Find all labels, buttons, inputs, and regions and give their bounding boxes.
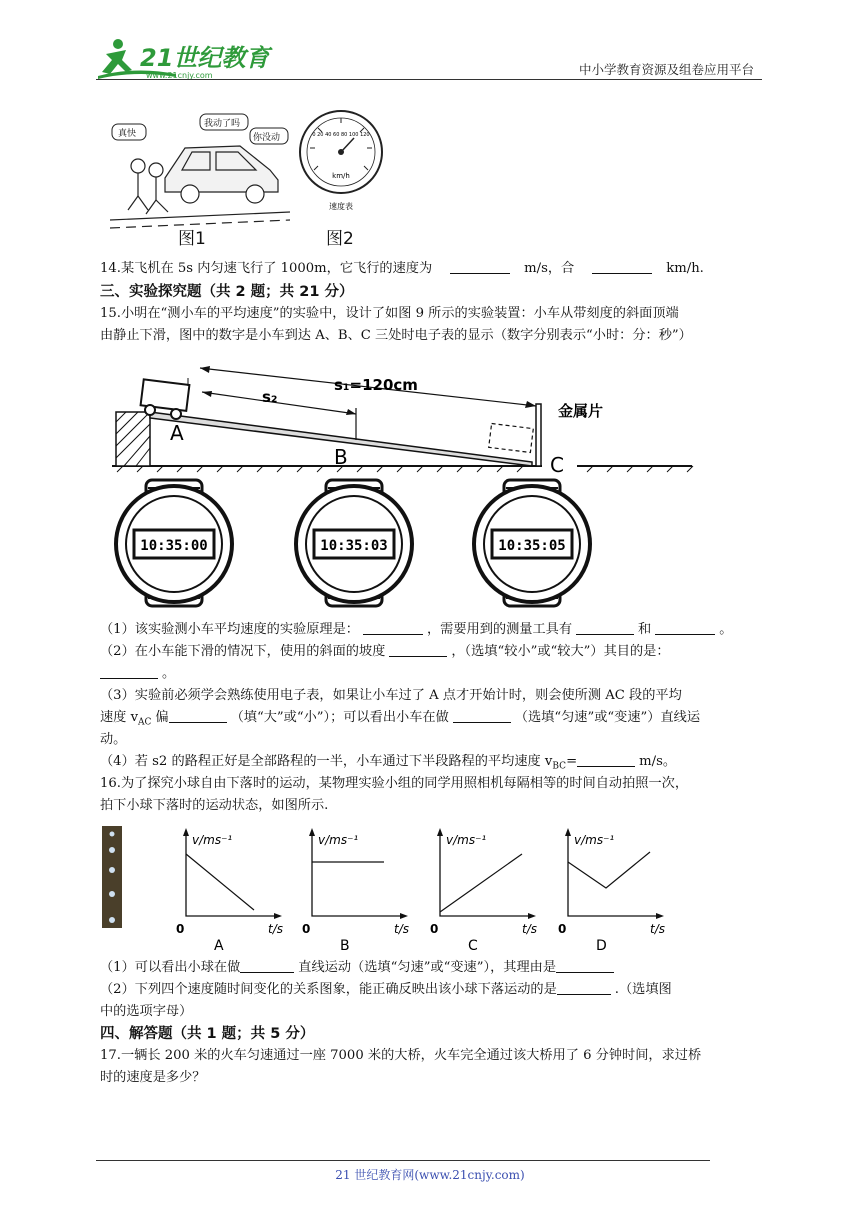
q15-part-2-cont: 。 — [100, 664, 175, 684]
vt-graph-d-xlabel: t/s — [650, 922, 665, 936]
header-divider — [96, 79, 762, 80]
speedometer-label: 速度表 — [329, 202, 353, 211]
q15-part-3-end: 动。 — [100, 732, 127, 747]
bubble-fast: 真快 — [118, 129, 137, 139]
label-s2: s₂ — [262, 388, 278, 406]
q16-part-2-cont: 中的选项字母） — [100, 1004, 193, 1019]
stopwatch-a-time: 10:35:00 — [140, 538, 208, 554]
section-4-heading: 四、解答题（共 1 题；共 5 分） — [100, 1026, 315, 1042]
label-point-b: B — [334, 445, 348, 469]
vt-graph-b-x-arrow — [400, 913, 408, 919]
vt-graph-d-label: D — [596, 938, 607, 954]
vt-graph-b-y-arrow — [309, 828, 315, 836]
footer-divider — [96, 1160, 710, 1161]
q16-line-2: 拍下小球下落时的运动状态，如图所示. — [100, 798, 329, 813]
logo-text: 21世纪教育 — [140, 44, 270, 72]
stopwatch-b-time: 10:35:03 — [320, 538, 388, 554]
vt-graph-a-x-arrow — [274, 913, 282, 919]
q14-blank-2[interactable] — [592, 259, 652, 274]
q16-part-2: （2）下列四个速度随时间变化的关系图象，能正确反映出该小球下落运动的是 .（选填图 — [100, 982, 672, 997]
q15-blank-slope[interactable] — [389, 642, 447, 657]
vt-graph-c-ylabel: v/ms⁻¹ — [446, 833, 487, 847]
q16-line-1: 16.为了探究小球自由下落时的运动，某物理实验小组的同学用照相机每隔相等的时间自动拍照一次， — [100, 776, 689, 791]
q15-part-3: （3）实验前必须学会熟练使用电子表，如果让小车过了 A 点才开始计时，则会使所测 AC 段的平均 — [100, 688, 682, 703]
label-s1: s₁=120cm — [334, 376, 418, 394]
vt-graph-b — [302, 828, 409, 954]
vt-graph-d-y-arrow — [565, 828, 571, 836]
stopwatch-c — [474, 480, 590, 606]
q15-part-4: （4）若 s2 的路程正好是全部路程的一半，小车通过下半段路程的平均速度 $v_{BC}= m/s$。 — [100, 754, 677, 772]
q14-blank-1[interactable] — [450, 259, 510, 274]
site-logo — [96, 36, 270, 80]
q16-blank-graph[interactable] — [557, 980, 611, 995]
incline-experiment-figure — [112, 348, 722, 610]
vt-graph-a-label: A — [214, 938, 224, 954]
vt-graph-b-label: B — [340, 938, 350, 954]
header-platform-name: 中小学教育资源及组卷应用平台 — [578, 62, 754, 77]
q16-blank-reason[interactable] — [556, 958, 614, 973]
figure-2-caption: 图2 — [326, 229, 354, 249]
vt-graph-b-xlabel: t/s — [394, 922, 409, 936]
footer-site: 21 世纪教育网(www.21cnjy.com) — [335, 1168, 525, 1182]
figure-2-speedometer — [296, 108, 386, 218]
vt-graph-b-ylabel: v/ms⁻¹ — [318, 833, 359, 847]
vt-graph-a-y-arrow — [183, 828, 189, 836]
vt-graph-c-xlabel: t/s — [522, 922, 537, 936]
q15-blank-tool-1[interactable] — [576, 620, 634, 635]
vt-graph-c — [430, 828, 537, 954]
q16-blank-motion[interactable] — [240, 958, 294, 973]
falling-ball-photo — [102, 826, 122, 928]
vt-graph-c-label: C — [468, 938, 478, 954]
q15-part-1: （1）该实验测小车平均速度的实验原理是： ，需要用到的测量工具有 和 。 — [100, 622, 733, 637]
q15-blank-motion-type[interactable] — [453, 708, 511, 723]
q15-line-1: 15.小明在“测小车的平均速度”的实验中，设计了如图 9 所示的实验装置：小车从带刻度的斜面顶端 — [100, 306, 679, 321]
section-3-heading: 三、实验探究题（共 2 题；共 21 分） — [100, 284, 354, 300]
vt-graph-d-x-arrow — [656, 913, 664, 919]
vt-graph-d-ylabel: v/ms⁻¹ — [574, 833, 615, 847]
vt-graph-b-origin: 0 — [302, 922, 311, 936]
q15-part-2: （2）在小车能下滑的情况下，使用的斜面的坡度 ，（选填“较小”或“较大”）其目的是： — [100, 644, 670, 659]
stopwatch-b — [296, 480, 412, 606]
vt-graph-a-xlabel: t/s — [268, 922, 283, 936]
bubble-did-i-move: 我动了吗 — [204, 119, 241, 129]
stopwatch-c-time: 10:35:05 — [498, 538, 566, 554]
vt-graph-c-x-arrow — [528, 913, 536, 919]
figure-1-caption: 图1 — [178, 229, 206, 249]
q15-blank-principle[interactable] — [363, 620, 423, 635]
speedometer-unit: km/h — [332, 172, 350, 180]
q15-part-3-cont: 速度 $v_{AC}$ 偏 （填“大”或“小”）；可以看出小车在做 （选填“匀速”或“变速”）直线运 — [100, 710, 701, 728]
q16-figure — [100, 824, 670, 954]
vt-graph-c-y-arrow — [437, 828, 443, 836]
vt-graph-a-ylabel: v/ms⁻¹ — [192, 833, 233, 847]
q15-blank-bias[interactable] — [169, 708, 227, 723]
speedometer-scale: 0 20 40 60 80 100 120 — [312, 132, 370, 138]
label-metal-plate: 金属片 — [558, 402, 604, 420]
q15-blank-purpose[interactable] — [100, 664, 158, 679]
vt-graph-d-origin: 0 — [558, 922, 567, 936]
q15-blank-tool-2[interactable] — [655, 620, 715, 635]
vt-graph-d — [558, 828, 665, 954]
label-point-c: C — [550, 453, 564, 477]
vt-graph-d-line — [568, 852, 650, 888]
vt-graph-c-origin: 0 — [430, 922, 439, 936]
question-14: 14.某飞机在 5s 内匀速飞行了 1000m，它飞行的速度为 m/s，合 km/h. — [100, 261, 704, 276]
stopwatch-a — [116, 480, 232, 606]
q17-line-1: 17.一辆长 200 米的火车匀速通过一座 7000 米的大桥，火车完全通过该大桥用了 6 分钟时间，求过桥 — [100, 1048, 702, 1063]
q15-line-2: 由静止下滑，图中的数字是小车到达 A、B、C 三处时电子表的显示（数字分别表示“小时：分：秒”） — [100, 328, 692, 343]
bubble-you-didnt-move: 你没动 — [253, 133, 281, 143]
vt-graph-c-line — [440, 854, 522, 912]
label-point-a: A — [170, 421, 184, 445]
vt-graph-a-origin: 0 — [176, 922, 185, 936]
vt-graph-a — [176, 828, 283, 954]
q16-part-1: （1）可以看出小球在做 直线运动（选填“匀速”或“变速”），其理由是 — [100, 958, 618, 978]
vt-graph-a-line — [186, 854, 254, 910]
q17-line-2: 时的速度是多少？ — [100, 1070, 206, 1085]
q15-blank-vbc[interactable] — [577, 752, 635, 767]
logo-url: www.21cnjy.com — [146, 71, 213, 80]
